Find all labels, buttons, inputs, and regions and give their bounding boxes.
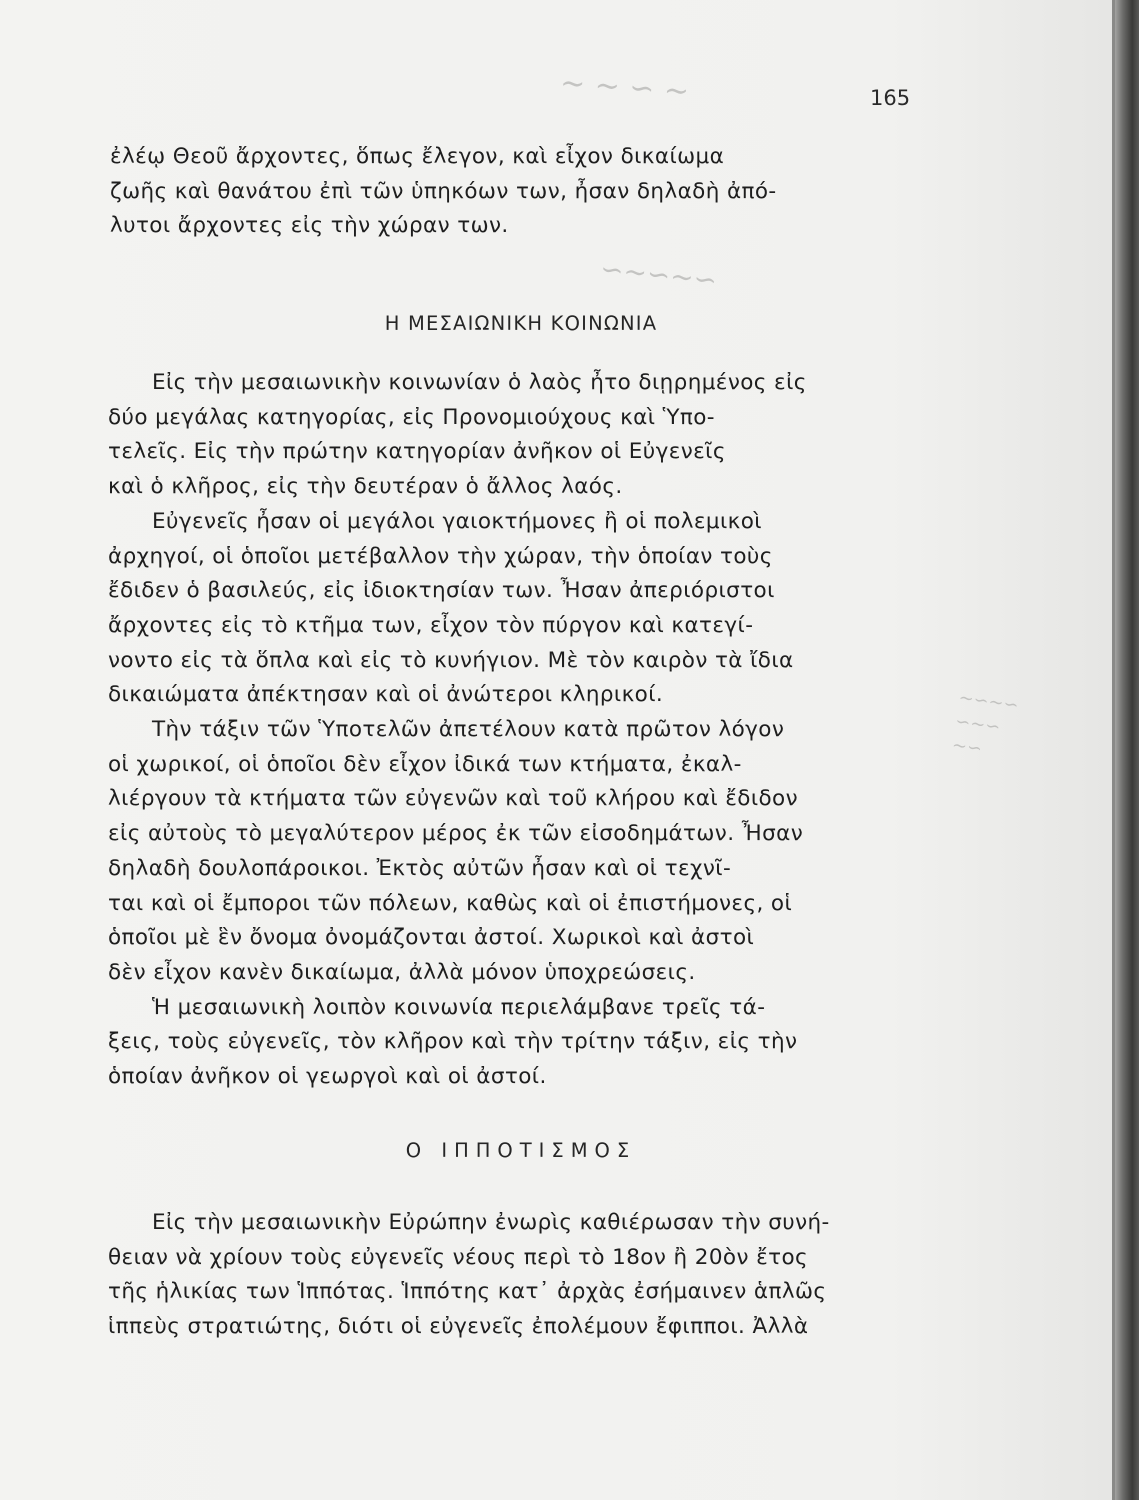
text-line: ὁποίαν ἀνῆκον οἱ γεωργοὶ καὶ οἱ ἀστοί. xyxy=(108,1064,547,1090)
text-line: θειαν νὰ χρίουν τοὺς εὐγενεῖς νέους περὶ τὸ 18ον ἢ 20ὸν ἔτος xyxy=(108,1244,809,1270)
section-chivalry-body xyxy=(108,1206,934,1345)
section-heading-medieval-society: Η ΜΕΣΑΙΩΝΙΚΗ ΚΟΙΝΩΝΙΑ xyxy=(384,312,658,335)
text-line: οἱ χωρικοί, οἱ ὁποῖοι δὲν εἶχον ἰδικά των κτήματα, ἐκαλ- xyxy=(108,751,742,777)
text-line: δικαιώματα ἀπέκτησαν καὶ οἱ ἀνώτεροι κληρικοί. xyxy=(108,682,664,708)
pencil-annotation-margin: ∼∽∼∽ ∽∼∽ ∼∽ xyxy=(950,687,1020,760)
text-line: δὲν εἶχον κανὲν δικαίωμα, ἀλλὰ μόνον ὑποχρεώσεις. xyxy=(108,959,696,985)
text-line: Τὴν τάξιν τῶν Ὑποτελῶν ἀπετέλουν κατὰ πρῶτον λόγον xyxy=(152,717,785,743)
text-line: ται καὶ οἱ ἔμποροι τῶν πόλεων, καθὼς καὶ οἱ ἐπιστήμονες, οἱ xyxy=(108,890,793,916)
page-edge-line xyxy=(1112,0,1115,1500)
pencil-annotation-top: ∼ ∼ ∽ ∼ xyxy=(558,65,691,110)
text-line: νοντο εἰς τὰ ὅπλα καὶ εἰς τὸ κυνήγιον. Μὲ τὸν καιρὸν τὰ ἴδια xyxy=(108,647,794,673)
text-line: Εἰς τὴν μεσαιωνικὴν Εὐρώπην ἐνωρὶς καθιέρωσαν τὴν συνή- xyxy=(152,1210,830,1235)
text-line: δηλαδὴ δουλοπάροικοι. Ἐκτὸς αὐτῶν ἦσαν καὶ οἱ τεχνῖ- xyxy=(108,855,732,881)
text-line: καὶ ὁ κλῆρος, εἰς τὴν δευτέραν ὁ ἄλλος λαός. xyxy=(108,474,623,500)
text-line: ἀρχηγοί, οἱ ὁποῖοι μετέβαλλον τὴν χώραν, τὴν ὁποίαν τοὺς xyxy=(108,543,773,569)
text-line: δύο μεγάλας κατηγορίας, εἰς Προνομιούχους καὶ Ὑπο- xyxy=(108,404,715,430)
text-line: ζωῆς καὶ θανάτου ἐπὶ τῶν ὑπηκόων των, ἦσαν δηλαδὴ ἀπό- xyxy=(110,178,777,204)
book-binding-edge xyxy=(1112,0,1139,1500)
text-line: τῆς ἡλικίας των Ἱππότας. Ἱππότης κατ᾽ ἀρχὰς ἐσήμαινεν ἁπλῶς xyxy=(108,1279,827,1305)
text-line: εἰς αὐτοὺς τὸ μεγαλύτερον μέρος ἐκ τῶν εἰσοδημάτων. Ἦσαν xyxy=(108,821,804,847)
text-line: τελεῖς. Εἰς τὴν πρώτην κατηγορίαν ἀνῆκον οἱ Εὐγενεῖς xyxy=(108,439,726,465)
text-line: ἔδιδεν ὁ βασιλεύς, εἰς ἰδιοκτησίαν των. Ἦσαν ἀπεριόριστοι xyxy=(108,578,775,604)
text-line: λυτοι ἄρχοντες εἰς τὴν χώραν των. xyxy=(110,213,509,239)
text-line: ἐλέῳ Θεοῦ ἄρχοντες, ὅπως ἔλεγον, καὶ εἶχον δικαίωμα xyxy=(110,144,725,169)
intro-paragraph xyxy=(110,140,936,244)
section-heading-chivalry: Ο ΙΠΠΟΤΙΣΜΟΣ xyxy=(405,1139,637,1162)
text-line: Εἰς τὴν μεσαιωνικὴν κοινωνίαν ὁ λαὸς ἦτο διῃρημένος εἰς xyxy=(152,370,807,395)
text-line: λιέργουν τὰ κτήματα τῶν εὐγενῶν καὶ τοῦ κλήρου καὶ ἔδιδον xyxy=(108,786,799,812)
page-number: 165 xyxy=(870,86,911,110)
text-line: ξεις, τοὺς εὐγενεῖς, τὸν κλῆρον καὶ τὴν τρίτην τάξιν, εἰς τὴν xyxy=(108,1029,798,1055)
text-line: ἄρχοντες εἰς τὸ κτῆμα των, εἶχον τὸν πύργον καὶ κατεγί- xyxy=(108,612,754,638)
text-line: ἱππεὺς στρατιώτης, διότι οἱ εὐγενεῖς ἐπολέμουν ἔφιπποι. Ἀλλὰ xyxy=(108,1314,809,1340)
text-line: ὁποῖοι μὲ ἓν ὄνομα ὀνομάζονται ἀστοί. Χωρικοὶ καὶ ἀστοὶ xyxy=(108,925,755,951)
text-line: Εὐγενεῖς ἦσαν οἱ μεγάλοι γαιοκτήμονες ἢ οἱ πολεμικοὶ xyxy=(152,508,762,534)
text-line: Ἡ μεσαιωνικὴ λοιπὸν κοινωνία περιελάμβανε τρεῖς τά- xyxy=(152,994,766,1020)
pencil-annotation-upper: ∽∼∽∼∽ xyxy=(598,251,719,298)
section-medieval-society-body xyxy=(108,366,934,1095)
